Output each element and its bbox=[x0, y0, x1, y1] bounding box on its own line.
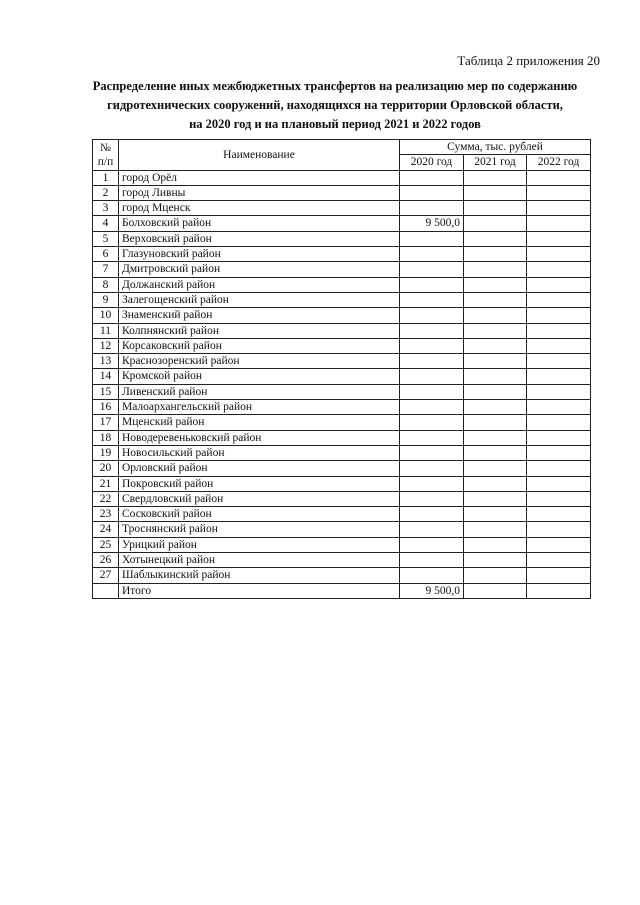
row-name: Малоархангельский район bbox=[119, 400, 400, 415]
row-value-2020 bbox=[400, 338, 464, 353]
row-number: 16 bbox=[93, 400, 119, 415]
row-value-2020: 9 500,0 bbox=[400, 216, 464, 231]
table-row bbox=[93, 384, 591, 399]
row-value-2021 bbox=[464, 323, 527, 338]
row-name: Залегощенский район bbox=[119, 292, 400, 307]
row-number: 3 bbox=[93, 201, 119, 216]
row-value-2021 bbox=[464, 247, 527, 262]
table-row bbox=[93, 369, 591, 384]
row-name: Хотынецкий район bbox=[119, 553, 400, 568]
year-2021-header: 2021 год bbox=[464, 155, 527, 170]
row-value-2020 bbox=[400, 507, 464, 522]
row-name: Ливенский район bbox=[119, 384, 400, 399]
row-value-2022 bbox=[527, 461, 591, 476]
row-number: 20 bbox=[93, 461, 119, 476]
row-value-2021 bbox=[464, 354, 527, 369]
row-name: Кромской район bbox=[119, 369, 400, 384]
row-value-2021 bbox=[464, 507, 527, 522]
row-number: 1 bbox=[93, 170, 119, 185]
row-value-2021 bbox=[464, 445, 527, 460]
total-2020: 9 500,0 bbox=[400, 583, 464, 598]
row-value-2022 bbox=[527, 522, 591, 537]
table-row bbox=[93, 170, 591, 185]
row-number: 17 bbox=[93, 415, 119, 430]
row-value-2022 bbox=[527, 247, 591, 262]
row-value-2022 bbox=[527, 445, 591, 460]
title-line: гидротехнических сооружений, находящихся на территории Орловской области, bbox=[107, 98, 563, 112]
row-value-2021 bbox=[464, 277, 527, 292]
row-value-2022 bbox=[527, 354, 591, 369]
row-number: 22 bbox=[93, 491, 119, 506]
row-value-2020 bbox=[400, 415, 464, 430]
row-value-2021 bbox=[464, 216, 527, 231]
title-line: Распределение иных межбюджетных трансфертов на реализацию мер по содержанию bbox=[92, 79, 578, 93]
table-row bbox=[93, 415, 591, 430]
name-column-header: Наименование bbox=[119, 140, 400, 171]
table-row bbox=[93, 201, 591, 216]
row-number: 24 bbox=[93, 522, 119, 537]
table-row bbox=[93, 553, 591, 568]
row-name: Урицкий район bbox=[119, 537, 400, 552]
row-number: 12 bbox=[93, 338, 119, 353]
row-value-2021 bbox=[464, 553, 527, 568]
table-row bbox=[93, 338, 591, 353]
row-value-2022 bbox=[527, 476, 591, 491]
row-value-2020 bbox=[400, 430, 464, 445]
row-number: 23 bbox=[93, 507, 119, 522]
row-name: Должанский район bbox=[119, 277, 400, 292]
row-number: 7 bbox=[93, 262, 119, 277]
row-value-2022 bbox=[527, 537, 591, 552]
row-value-2021 bbox=[464, 338, 527, 353]
row-value-2021 bbox=[464, 262, 527, 277]
row-value-2021 bbox=[464, 201, 527, 216]
table-row bbox=[93, 507, 591, 522]
row-name: Мценский район bbox=[119, 415, 400, 430]
row-number: 14 bbox=[93, 369, 119, 384]
row-number: 13 bbox=[93, 354, 119, 369]
row-number: 10 bbox=[93, 308, 119, 323]
row-value-2022 bbox=[527, 170, 591, 185]
row-name: Новодеревеньковский район bbox=[119, 430, 400, 445]
row-value-2021 bbox=[464, 308, 527, 323]
table-row bbox=[93, 354, 591, 369]
title-line: на 2020 год и на плановый период 2021 и 2022 годов bbox=[189, 117, 481, 131]
table-row bbox=[93, 262, 591, 277]
total-label: Итого bbox=[119, 583, 400, 598]
number-header-line2: п/п bbox=[97, 155, 114, 168]
row-name: Покровский район bbox=[119, 476, 400, 491]
row-value-2021 bbox=[464, 292, 527, 307]
row-value-2020 bbox=[400, 384, 464, 399]
row-value-2021 bbox=[464, 476, 527, 491]
row-value-2020 bbox=[400, 292, 464, 307]
year-2022-header: 2022 год bbox=[527, 155, 591, 170]
row-value-2020 bbox=[400, 568, 464, 583]
row-value-2022 bbox=[527, 338, 591, 353]
row-number: 25 bbox=[93, 537, 119, 552]
table-row bbox=[93, 185, 591, 200]
appendix-label: Таблица 2 приложения 20 bbox=[457, 53, 600, 68]
table-row bbox=[93, 476, 591, 491]
table-row bbox=[93, 461, 591, 476]
row-value-2021 bbox=[464, 415, 527, 430]
row-name: Троснянский район bbox=[119, 522, 400, 537]
row-name: Знаменский район bbox=[119, 308, 400, 323]
row-number: 18 bbox=[93, 430, 119, 445]
table-row bbox=[93, 247, 591, 262]
row-value-2022 bbox=[527, 568, 591, 583]
row-value-2021 bbox=[464, 231, 527, 246]
row-value-2021 bbox=[464, 461, 527, 476]
row-value-2022 bbox=[527, 201, 591, 216]
row-value-2021 bbox=[464, 400, 527, 415]
row-value-2022 bbox=[527, 384, 591, 399]
row-name: Орловский район bbox=[119, 461, 400, 476]
row-value-2022 bbox=[527, 277, 591, 292]
row-value-2020 bbox=[400, 400, 464, 415]
row-value-2022 bbox=[527, 507, 591, 522]
total-number-cell bbox=[93, 583, 119, 598]
row-value-2021 bbox=[464, 537, 527, 552]
row-number: 19 bbox=[93, 445, 119, 460]
table-row bbox=[93, 231, 591, 246]
table-row bbox=[93, 308, 591, 323]
number-column-header bbox=[93, 140, 119, 171]
row-name: Глазуновский район bbox=[119, 247, 400, 262]
row-name: Новосильский район bbox=[119, 445, 400, 460]
row-number: 6 bbox=[93, 247, 119, 262]
row-value-2021 bbox=[464, 170, 527, 185]
row-value-2020 bbox=[400, 369, 464, 384]
document-title bbox=[70, 77, 600, 134]
row-number: 4 bbox=[93, 216, 119, 231]
row-value-2020 bbox=[400, 170, 464, 185]
row-value-2021 bbox=[464, 568, 527, 583]
row-number: 27 bbox=[93, 568, 119, 583]
row-number: 2 bbox=[93, 185, 119, 200]
row-value-2022 bbox=[527, 491, 591, 506]
row-value-2022 bbox=[527, 308, 591, 323]
row-value-2020 bbox=[400, 445, 464, 460]
row-name: Свердловский район bbox=[119, 491, 400, 506]
row-value-2022 bbox=[527, 430, 591, 445]
total-2022 bbox=[527, 583, 591, 598]
row-name: Сосковский район bbox=[119, 507, 400, 522]
number-header-line1: № bbox=[100, 141, 111, 154]
row-name: город Ливны bbox=[119, 185, 400, 200]
row-value-2020 bbox=[400, 262, 464, 277]
row-value-2022 bbox=[527, 323, 591, 338]
row-name: Колпнянский район bbox=[119, 323, 400, 338]
row-value-2020 bbox=[400, 308, 464, 323]
row-value-2022 bbox=[527, 185, 591, 200]
table-row bbox=[93, 568, 591, 583]
row-value-2022 bbox=[527, 400, 591, 415]
row-name: Краснозоренский район bbox=[119, 354, 400, 369]
row-value-2021 bbox=[464, 185, 527, 200]
row-value-2022 bbox=[527, 369, 591, 384]
row-value-2021 bbox=[464, 369, 527, 384]
row-value-2022 bbox=[527, 553, 591, 568]
row-name: город Мценск bbox=[119, 201, 400, 216]
row-value-2020 bbox=[400, 553, 464, 568]
table-row bbox=[93, 430, 591, 445]
row-number: 5 bbox=[93, 231, 119, 246]
row-value-2022 bbox=[527, 231, 591, 246]
row-value-2021 bbox=[464, 430, 527, 445]
header-row bbox=[93, 140, 591, 155]
row-value-2020 bbox=[400, 323, 464, 338]
row-value-2022 bbox=[527, 292, 591, 307]
row-name: Верховский район bbox=[119, 231, 400, 246]
row-value-2022 bbox=[527, 415, 591, 430]
row-value-2020 bbox=[400, 201, 464, 216]
table-row bbox=[93, 292, 591, 307]
row-value-2021 bbox=[464, 491, 527, 506]
row-value-2020 bbox=[400, 231, 464, 246]
year-2020-header: 2020 год bbox=[400, 155, 464, 170]
row-value-2020 bbox=[400, 522, 464, 537]
row-number: 21 bbox=[93, 476, 119, 491]
table-row bbox=[93, 537, 591, 552]
row-name: Корсаковский район bbox=[119, 338, 400, 353]
table-row bbox=[93, 277, 591, 292]
table-row bbox=[93, 400, 591, 415]
row-number: 11 bbox=[93, 323, 119, 338]
row-value-2020 bbox=[400, 491, 464, 506]
row-name: Болховский район bbox=[119, 216, 400, 231]
total-row bbox=[93, 583, 591, 598]
row-value-2020 bbox=[400, 537, 464, 552]
row-number: 26 bbox=[93, 553, 119, 568]
sum-column-header: Сумма, тыс. рублей bbox=[400, 140, 591, 155]
row-value-2021 bbox=[464, 384, 527, 399]
transfers-table bbox=[92, 139, 591, 599]
row-value-2020 bbox=[400, 247, 464, 262]
row-number: 15 bbox=[93, 384, 119, 399]
row-value-2020 bbox=[400, 185, 464, 200]
row-value-2022 bbox=[527, 216, 591, 231]
row-value-2020 bbox=[400, 354, 464, 369]
row-value-2020 bbox=[400, 461, 464, 476]
table-row bbox=[93, 216, 591, 231]
table-row bbox=[93, 323, 591, 338]
row-name: город Орёл bbox=[119, 170, 400, 185]
row-value-2020 bbox=[400, 476, 464, 491]
row-value-2020 bbox=[400, 277, 464, 292]
row-value-2021 bbox=[464, 522, 527, 537]
row-name: Шаблыкинский район bbox=[119, 568, 400, 583]
row-name: Дмитровский район bbox=[119, 262, 400, 277]
row-number: 8 bbox=[93, 277, 119, 292]
total-2021 bbox=[464, 583, 527, 598]
row-number: 9 bbox=[93, 292, 119, 307]
table-row bbox=[93, 491, 591, 506]
table-row bbox=[93, 522, 591, 537]
table-row bbox=[93, 445, 591, 460]
row-value-2022 bbox=[527, 262, 591, 277]
